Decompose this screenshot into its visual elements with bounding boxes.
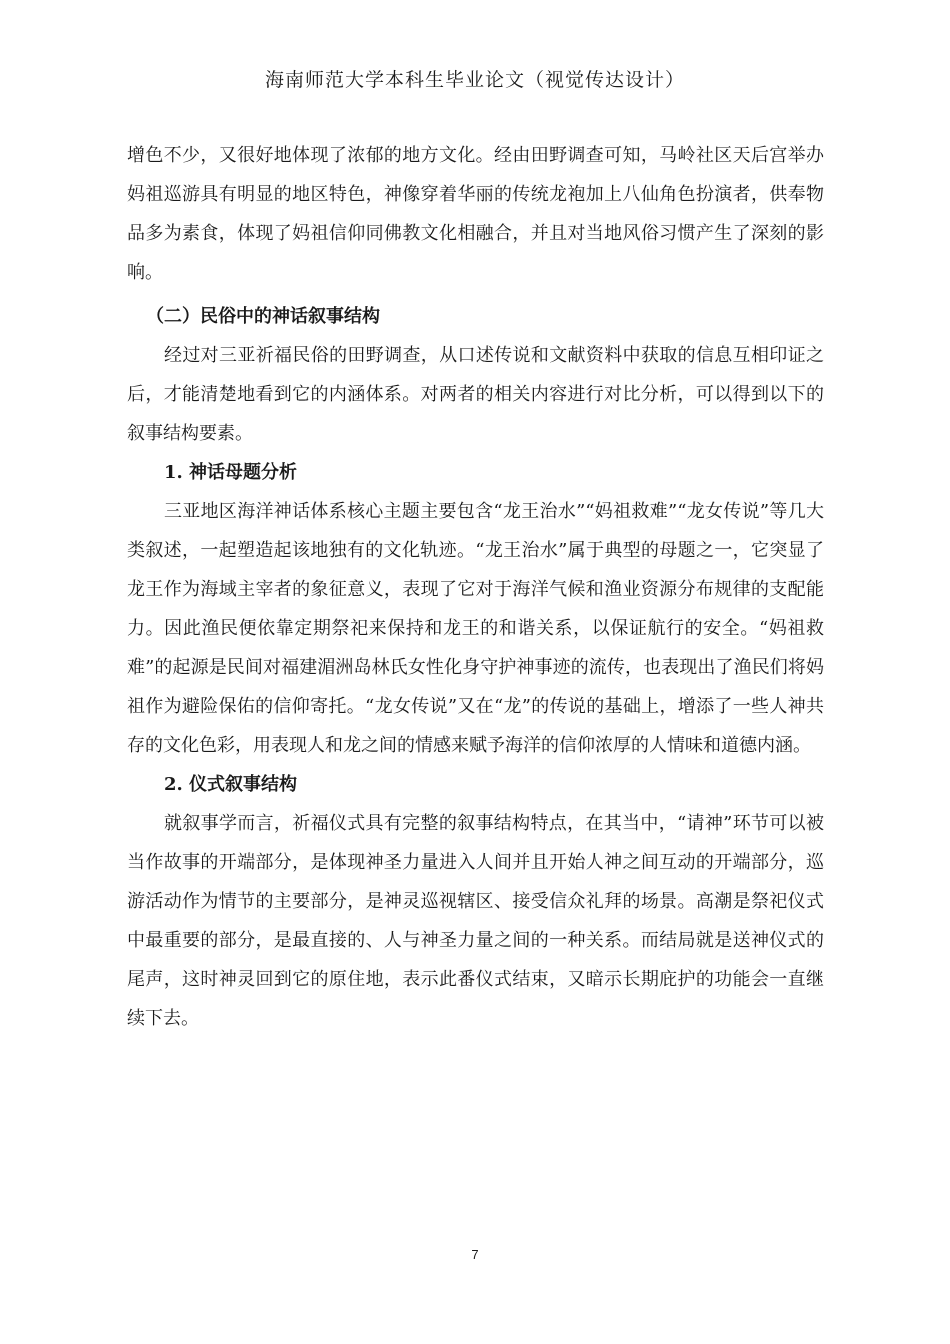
subsection-heading-myth-motif: 1. 神话母题分析	[164, 462, 298, 483]
document-body	[127, 136, 824, 292]
page-number: 7	[471, 1247, 479, 1262]
section-intro-paragraph: 经过对三亚祈福民俗的田野调查，从口述传说和文献资料中获取的信息互相印证之后，才能清楚地看到它的内涵体系。对两者的相关内容进行对比分析，可以得到以下的叙事结构要素。	[127, 345, 824, 444]
paragraph-continuation: 增色不少，又很好地体现了浓郁的地方文化。经由田野调查可知，马岭社区天后宫举办妈祖巡游具有明显的地区特色，神像穿着华丽的传统龙袍加上八仙角色扮演者，供奉物品多为素食，体现了妈祖信仰同佛教文化相融合，并且对当地风俗习惯产生了深刻的影响。	[127, 145, 824, 283]
section-heading: （二）民俗中的神话叙事结构	[146, 306, 380, 327]
ritual-narrative-paragraph: 就叙事学而言，祈福仪式具有完整的叙事结构特点，在其当中，“请神”环节可以被当作故事的开端部分，是体现神圣力量进入人间并且开始人神之间互动的开端部分，巡游活动作为情节的主要部分，是神灵巡视辖区、接受信众礼拜的场景。高潮是祭祀仪式中最重要的部分，是最直接的、人与神圣力量之间的一种关系。而结局就是送神仪式的尾声，这时神灵回到它的原住地，表示此番仪式结束，又暗示长期庇护的功能会一直继续下去。	[127, 813, 824, 1029]
myth-motif-paragraph: 三亚地区海洋神话体系核心主题主要包含“龙王治水”“妈祖救难”“龙女传说”等几大类叙述，一起塑造起该地独有的文化轨迹。“龙王治水”属于典型的母题之一，它突显了龙王作为海域主宰者的象征意义，表现了它对于海洋气候和渔业资源分布规律的支配能力。因此渔民便依靠定期祭祀来保持和龙王的和谐关系，以保证航行的安全。“妈祖救难”的起源是民间对福建湄洲岛林氏女性化身守护神事迹的流传，也表现出了渔民们将妈祖作为避险保佑的信仰寄托。“龙女传说”又在“龙”的传说的基础上，增添了一些人神共存的文化色彩，用表现人和龙之间的情感来赋予海洋的信仰浓厚的人情味和道德内涵。	[127, 501, 824, 756]
section-2-block	[127, 297, 824, 1038]
running-header: 海南师范大学本科生毕业论文（视觉传达设计）	[264, 69, 685, 91]
subsection-heading-ritual-narrative: 2. 仪式叙事结构	[164, 774, 298, 795]
